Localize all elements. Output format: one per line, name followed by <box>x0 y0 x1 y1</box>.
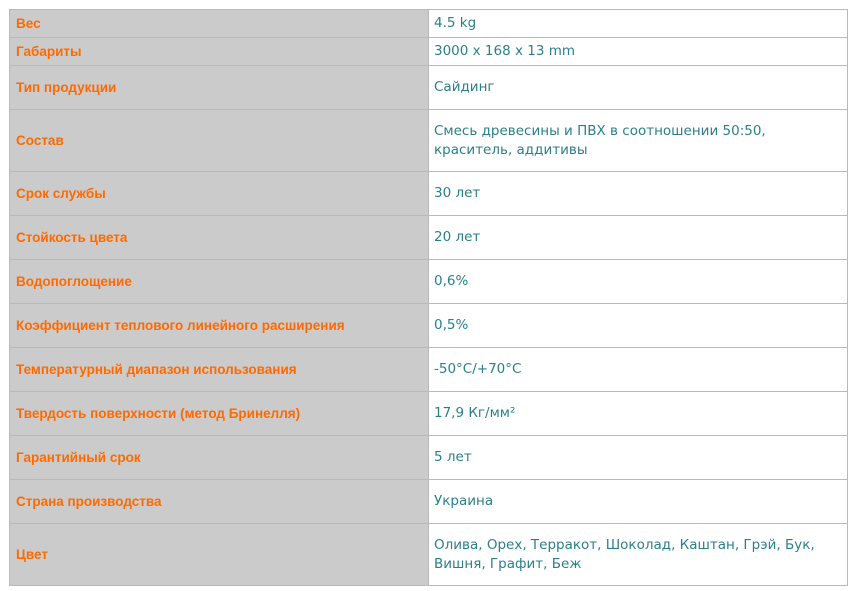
spec-label: Тип продукции <box>10 66 429 110</box>
spec-label: Температурный диапазон использования <box>10 348 429 392</box>
spec-row-color-fastness <box>10 216 848 260</box>
spec-row-temperature-range <box>10 348 848 392</box>
spec-value: 4.5 kg <box>429 10 848 38</box>
spec-value: 17,9 Кг/мм² <box>429 392 848 436</box>
spec-value: Олива, Орех, Терракот, Шоколад, Каштан, Грэй, Бук, Вишня, Графит, Беж <box>429 524 848 586</box>
spec-value: Украина <box>429 480 848 524</box>
spec-row-composition <box>10 110 848 172</box>
spec-value: 0,6% <box>429 260 848 304</box>
spec-row-product-type <box>10 66 848 110</box>
spec-label: Стойкость цвета <box>10 216 429 260</box>
spec-label: Страна производства <box>10 480 429 524</box>
spec-row-water-absorption <box>10 260 848 304</box>
spec-value: Сайдинг <box>429 66 848 110</box>
spec-label: Срок службы <box>10 172 429 216</box>
spec-row-weight <box>10 10 848 38</box>
spec-label: Водопоглощение <box>10 260 429 304</box>
spec-value: 0,5% <box>429 304 848 348</box>
spec-row-dimensions <box>10 38 848 66</box>
spec-label: Коэффициент теплового линейного расширения <box>10 304 429 348</box>
spec-value: -50°C/+70°C <box>429 348 848 392</box>
spec-value: 5 лет <box>429 436 848 480</box>
spec-value: Смесь древесины и ПВХ в соотношении 50:50, краситель, аддитивы <box>429 110 848 172</box>
specifications-table <box>9 9 848 586</box>
spec-label: Цвет <box>10 524 429 586</box>
spec-label: Твердость поверхности (метод Бринелля) <box>10 392 429 436</box>
spec-row-thermal-expansion <box>10 304 848 348</box>
spec-label: Гарантийный срок <box>10 436 429 480</box>
spec-row-service-life <box>10 172 848 216</box>
spec-row-color <box>10 524 848 586</box>
spec-row-surface-hardness <box>10 392 848 436</box>
spec-label: Габариты <box>10 38 429 66</box>
spec-label: Состав <box>10 110 429 172</box>
spec-value: 30 лет <box>429 172 848 216</box>
spec-value: 20 лет <box>429 216 848 260</box>
spec-row-warranty <box>10 436 848 480</box>
spec-label: Вес <box>10 10 429 38</box>
spec-value: 3000 x 168 x 13 mm <box>429 38 848 66</box>
spec-row-country <box>10 480 848 524</box>
